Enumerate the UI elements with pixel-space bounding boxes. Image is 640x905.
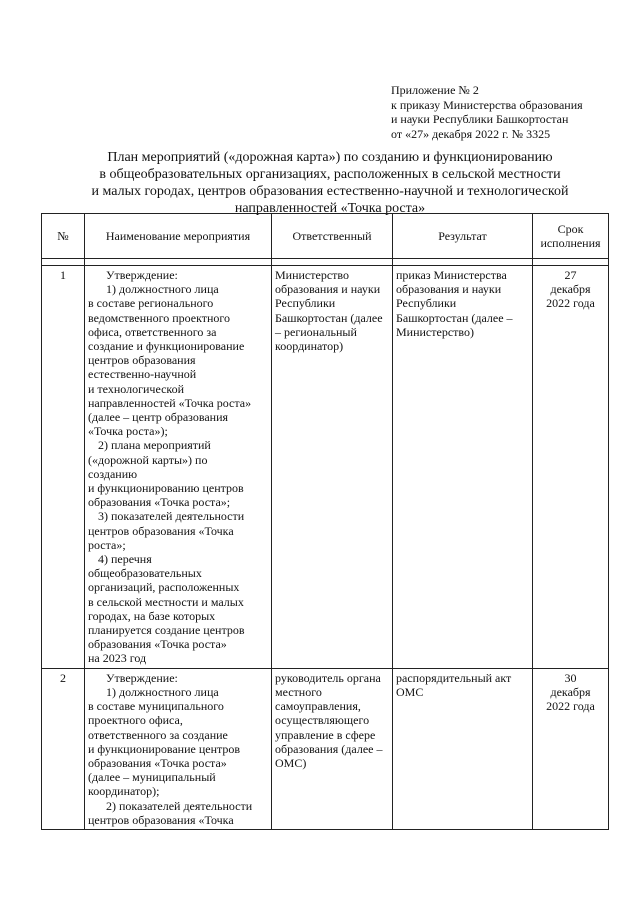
activity-line: 2) плана мероприятий	[98, 438, 211, 453]
title-line: План мероприятий («дорожная карта») по созданию и функционированию	[107, 150, 553, 165]
activity-line: центров образования	[88, 353, 196, 368]
row-responsible: руководитель органа местного самоуправления, осуществляющего управление в сфере образования (далее – ОМС)	[272, 668, 393, 829]
activity-line: «Точка роста»);	[88, 424, 168, 439]
title-line: и малых городах, центров образования естественно-научной и технологической	[91, 184, 569, 199]
row-number: 2	[42, 668, 85, 829]
activity-line: ответственного за создание	[88, 727, 228, 742]
deadline-month: декабря	[550, 282, 591, 297]
activity-line: (далее – центр образования	[88, 410, 229, 425]
appendix-line: и науки Республики Башкортостан	[391, 112, 569, 126]
header-number: №	[42, 214, 85, 259]
table-row	[42, 668, 609, 829]
activity-line: в составе муниципального	[88, 699, 224, 714]
row-activity	[85, 668, 272, 829]
activity-line: ведомственного проектного	[88, 310, 231, 325]
activity-line: общеобразовательных	[88, 566, 202, 581]
activity-line: (далее – муниципальный	[88, 770, 216, 785]
activity-line: и технологической	[88, 381, 185, 396]
appendix-line: от «27» декабря 2022 г. № 3325	[391, 126, 551, 141]
activity-line: роста»;	[88, 537, 126, 552]
table-header-row	[42, 214, 609, 259]
header-result: Результат	[393, 214, 533, 259]
header-responsible: Ответственный	[272, 214, 393, 259]
activity-line: образования «Точка роста»	[88, 637, 227, 652]
row-deadline	[533, 266, 609, 669]
activity-line: 2) показателей деятельности	[106, 798, 253, 813]
activity-line: в сельской местности и малых	[88, 594, 244, 609]
row-number: 1	[42, 266, 85, 669]
document-title	[60, 149, 600, 217]
activity-line: направленностей «Точка роста»	[88, 395, 252, 410]
activity-line: образования «Точка роста»;	[88, 495, 231, 510]
appendix-line: Приложение № 2	[391, 83, 479, 97]
activity-line: создание и функционирование	[88, 339, 245, 354]
activity-line: планируется создание центров	[88, 623, 245, 638]
activity-line: 1) должностного лица	[106, 282, 219, 297]
title-line: в общеобразовательных организациях, расположенных в сельской местности	[99, 167, 561, 182]
activity-line: Утверждение:	[106, 268, 178, 282]
row-result: приказ Министерства образования и науки Республики Башкортостан (далее – Министерство)	[393, 266, 533, 669]
row-result: распорядительный акт ОМС	[393, 668, 533, 829]
activity-line: и функционированию центров	[88, 481, 244, 496]
activity-line: организаций, расположенных	[88, 580, 240, 595]
activity-line: 1) должностного лица	[106, 684, 219, 699]
activity-line: офиса, ответственного за	[88, 324, 217, 339]
title-line: направленностей «Точка роста»	[234, 201, 426, 216]
row-deadline	[533, 668, 609, 829]
activity-line: центров образования «Точка	[88, 812, 234, 827]
activity-line: образования «Точка роста»	[88, 755, 227, 770]
deadline-month: декабря	[550, 684, 591, 699]
activity-line: 4) перечня	[98, 552, 152, 567]
activity-line: созданию	[88, 466, 138, 481]
table-spacer-row	[42, 259, 609, 266]
activity-line: Утверждение:	[106, 670, 178, 685]
activity-line: («дорожной карты») по	[88, 452, 208, 467]
appendix-line: к приказу Министерства образования	[391, 97, 583, 112]
activity-line: 3) показателей деятельности	[98, 509, 245, 524]
row-responsible: Министерство образования и науки Республики Башкортостан (далее – региональный координатор)	[272, 266, 393, 669]
activity-line: координатор);	[88, 784, 160, 799]
roadmap-table	[41, 213, 609, 830]
activity-line: центров образования «Точка	[88, 523, 234, 538]
activity-line: в составе регионального	[88, 296, 214, 311]
appendix-note	[391, 83, 583, 141]
row-activity	[85, 266, 272, 669]
activity-line: и функционирование центров	[88, 741, 241, 756]
deadline-year: 2022 года	[546, 296, 595, 311]
activity-line: на 2023 год	[88, 651, 147, 666]
activity-line: городах, на базе которых	[88, 608, 216, 623]
header-deadline: Срок исполнения	[533, 214, 609, 259]
deadline-day: 27	[564, 268, 577, 282]
header-activity: Наименование мероприятия	[85, 214, 272, 259]
activity-line: естественно-научной	[88, 367, 197, 382]
activity-line: проектного офиса,	[88, 713, 183, 728]
deadline-year: 2022 года	[546, 699, 595, 714]
table-row	[42, 266, 609, 669]
deadline-day: 30	[564, 670, 577, 685]
